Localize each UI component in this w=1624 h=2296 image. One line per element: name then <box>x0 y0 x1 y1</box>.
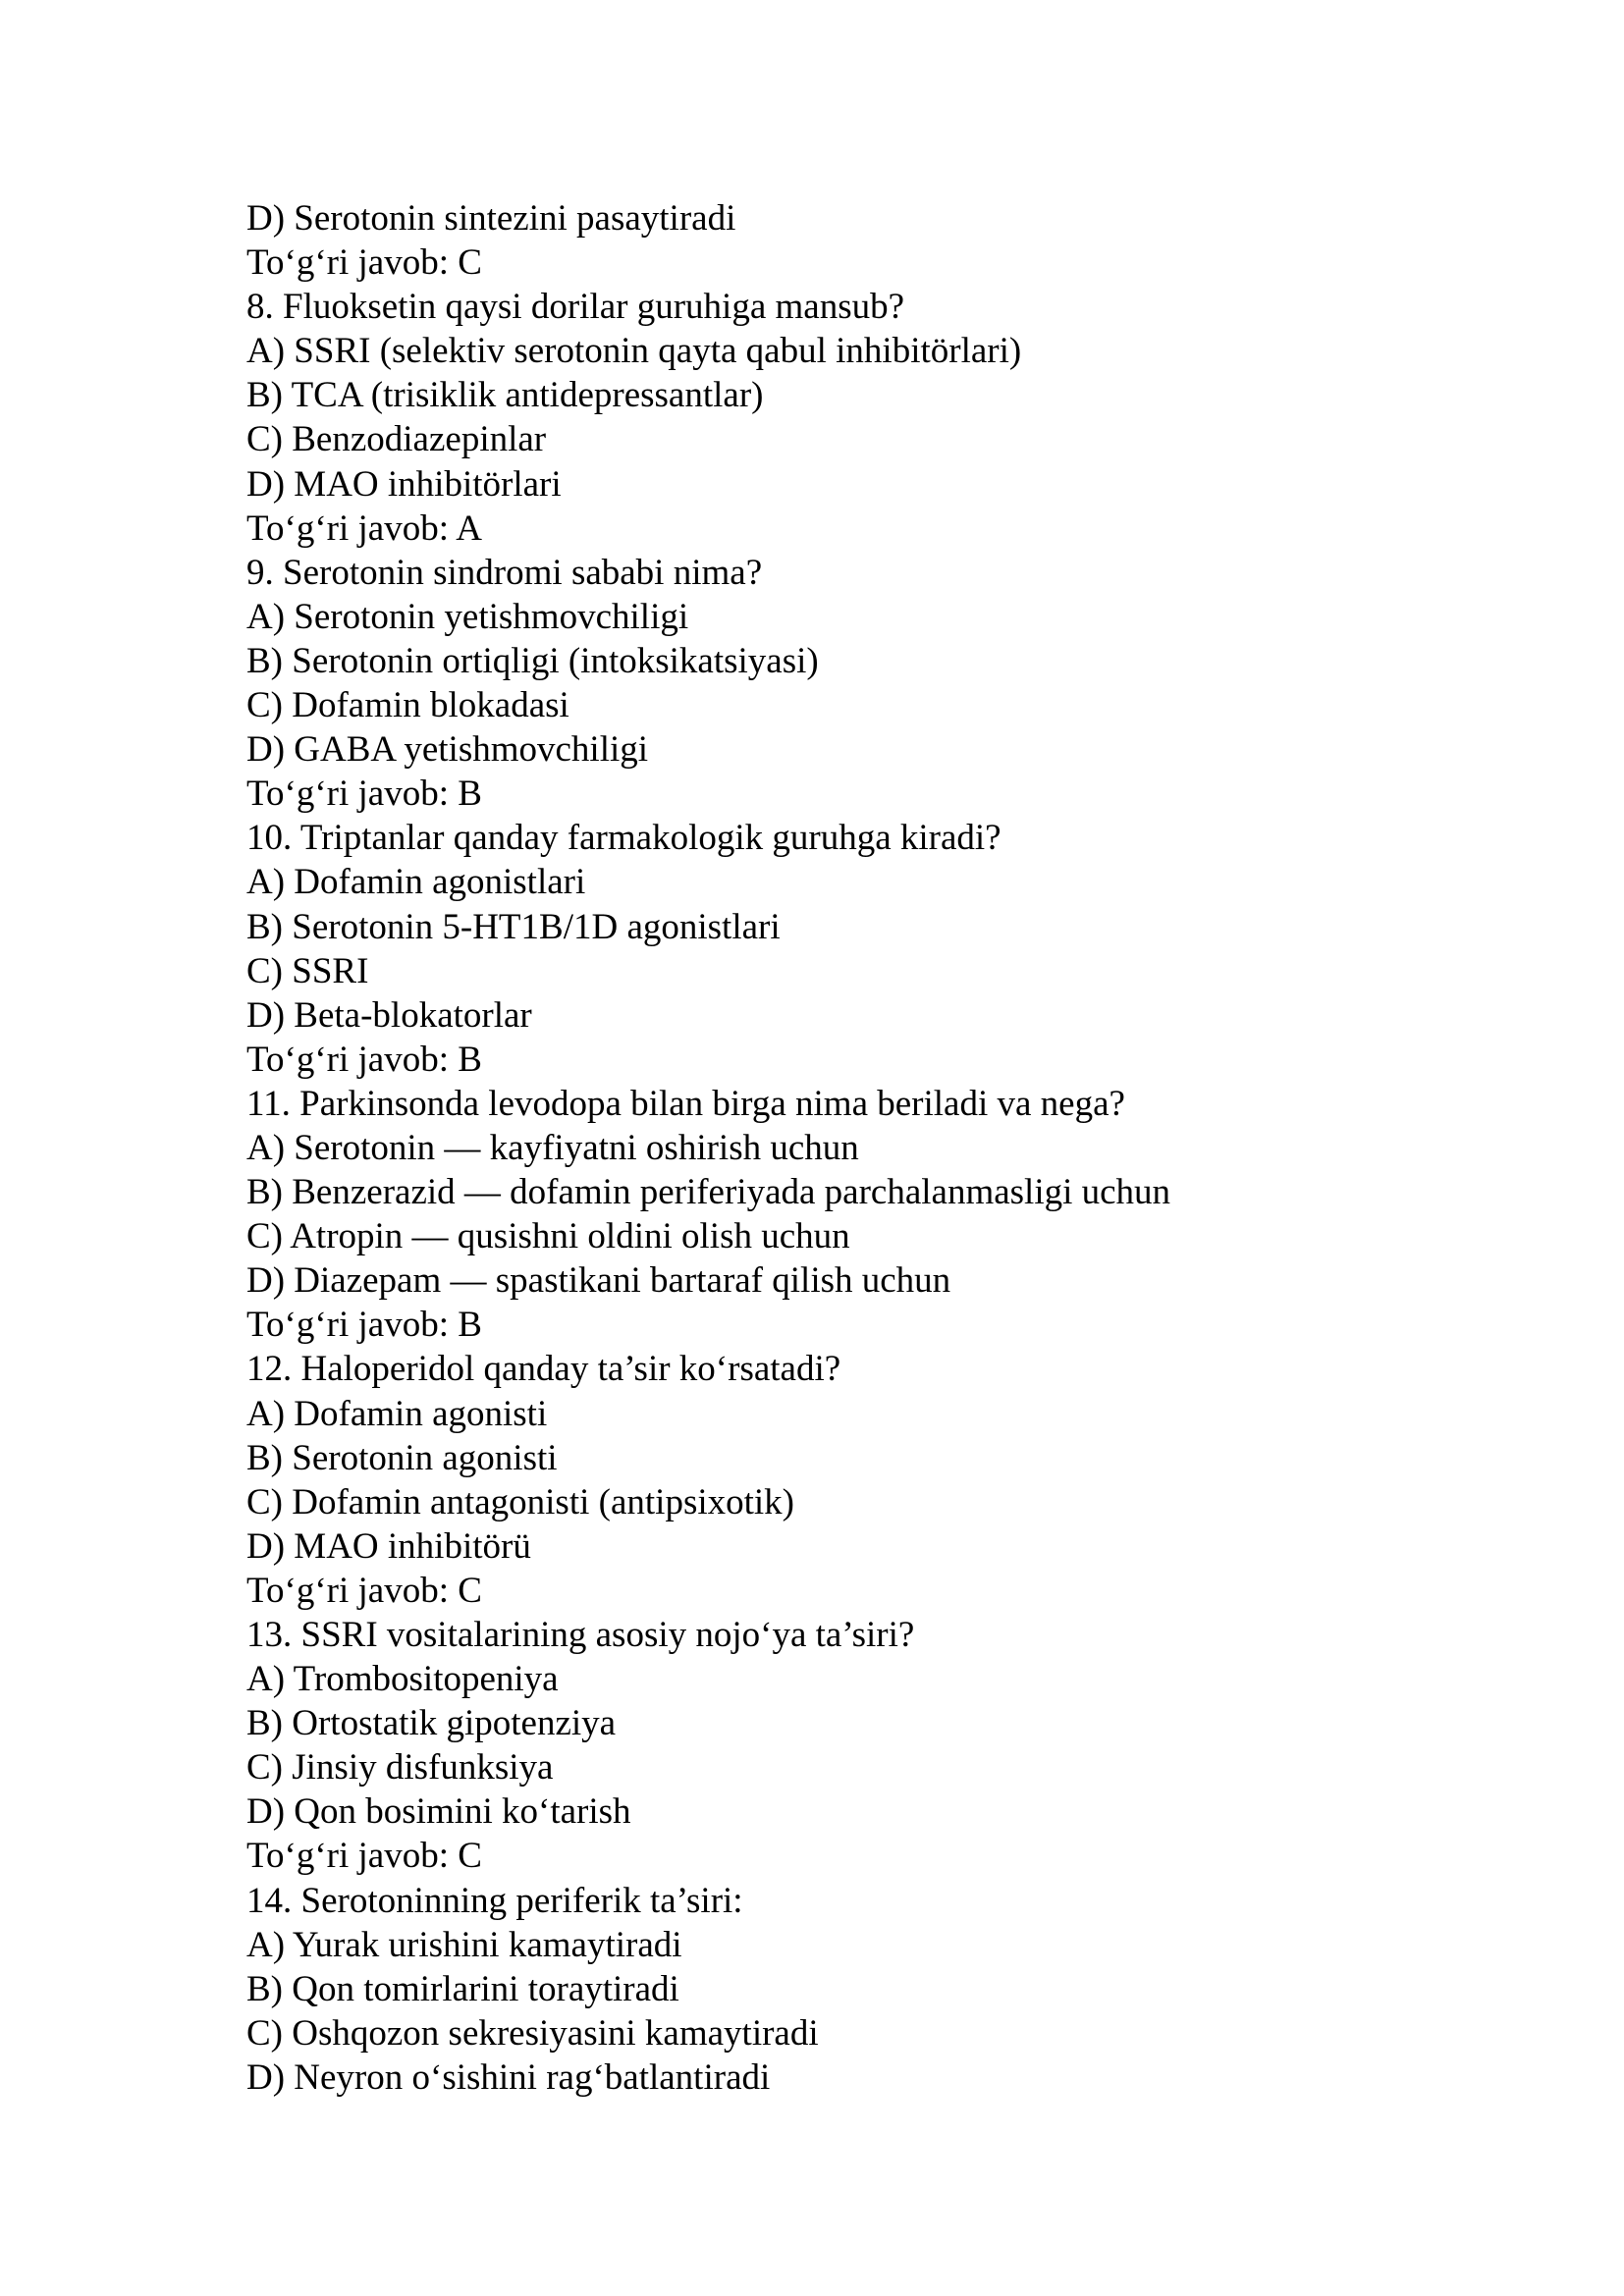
answer-option: C) Oshqozon sekresiyasini kamaytiradi <box>246 2012 819 2054</box>
question-13: 13. SSRI vositalarining asosiy nojo‘ya ta’siri? <box>246 1615 915 1655</box>
correct-answer: To‘g‘ri javob: C <box>246 1836 482 1877</box>
answer-option: B) Qon tomirlarini toraytiradi <box>246 1968 679 2009</box>
answer-option: D) Neyron o‘sishini rag‘batlantiradi <box>246 2056 771 2098</box>
quiz-text <box>246 196 1523 2100</box>
answer-option: C) Jinsiy disfunksiya <box>246 1747 554 1789</box>
answer-option: C) Dofamin blokadasi <box>246 685 569 726</box>
correct-answer: To‘g‘ri javob: A <box>246 507 482 549</box>
answer-option: A) Dofamin agonisti <box>246 1393 548 1434</box>
correct-answer: To‘g‘ri javob: B <box>246 1305 482 1346</box>
question-14: 14. Serotoninning periferik ta’siri: <box>246 1880 743 1921</box>
question-10: 10. Triptanlar qanday farmakologik guruhga kiradi? <box>246 818 1001 859</box>
answer-option: D) Diazepam — spastikani bartaraf qilish uchun <box>246 1260 951 1302</box>
answer-option: D) Beta-blokatorlar <box>246 994 532 1036</box>
question-11: 11. Parkinsonda levodopa bilan birga nima beriladi va nega? <box>246 1083 1125 1124</box>
question-9: 9. Serotonin sindromi sababi nima? <box>246 552 763 593</box>
answer-option: A) Serotonin yetishmovchiligi <box>246 596 689 637</box>
answer-option: B) Ortostatik gipotenziya <box>246 1703 617 1744</box>
answer-option: A) Yurak urishini kamaytiradi <box>246 1924 682 1965</box>
answer-option: C) Atropin — qusishni oldini olish uchun <box>246 1216 850 1257</box>
answer-option: A) Serotonin — kayfiyatni oshirish uchun <box>246 1127 859 1168</box>
correct-answer: To‘g‘ri javob: C <box>246 242 482 284</box>
question-12: 12. Haloperidol qanday ta’sir ko‘rsatadi? <box>246 1349 841 1390</box>
answer-option: C) SSRI <box>246 950 369 991</box>
answer-option: D) GABA yetishmovchiligi <box>246 729 649 771</box>
answer-option: A) SSRI (selektiv serotonin qayta qabul inhibitörlari) <box>246 331 1022 372</box>
answer-option: A) Dofamin agonistlari <box>246 862 586 903</box>
question-8: 8. Fluoksetin qaysi dorilar guruhiga mansub? <box>246 287 905 328</box>
answer-option: D) Qon bosimini ko‘tarish <box>246 1791 631 1833</box>
answer-option: B) Serotonin ortiqligi (intoksikatsiyasi) <box>246 640 819 681</box>
answer-option: B) Benzerazid — dofamin periferiyada parchalanmasligi uchun <box>246 1172 1171 1213</box>
answer-option: A) Trombositopeniya <box>246 1659 559 1700</box>
answer-option: C) Dofamin antagonisti (antipsixotik) <box>246 1481 794 1522</box>
answer-option: C) Benzodiazepinlar <box>246 419 547 460</box>
answer-option: B) Serotonin agonisti <box>246 1437 558 1478</box>
correct-answer: To‘g‘ri javob: B <box>246 774 482 815</box>
correct-answer: To‘g‘ri javob: C <box>246 1570 482 1611</box>
correct-answer: To‘g‘ri javob: B <box>246 1039 482 1080</box>
answer-option: B) Serotonin 5-HT1B/1D agonistlari <box>246 906 781 947</box>
answer-option: D) MAO inhibitörlari <box>246 463 562 505</box>
answer-option: D) Serotonin sintezini pasaytiradi <box>246 198 736 239</box>
answer-option: D) MAO inhibitörü <box>246 1525 531 1567</box>
answer-option: B) TCA (trisiklik antidepressantlar) <box>246 375 764 416</box>
